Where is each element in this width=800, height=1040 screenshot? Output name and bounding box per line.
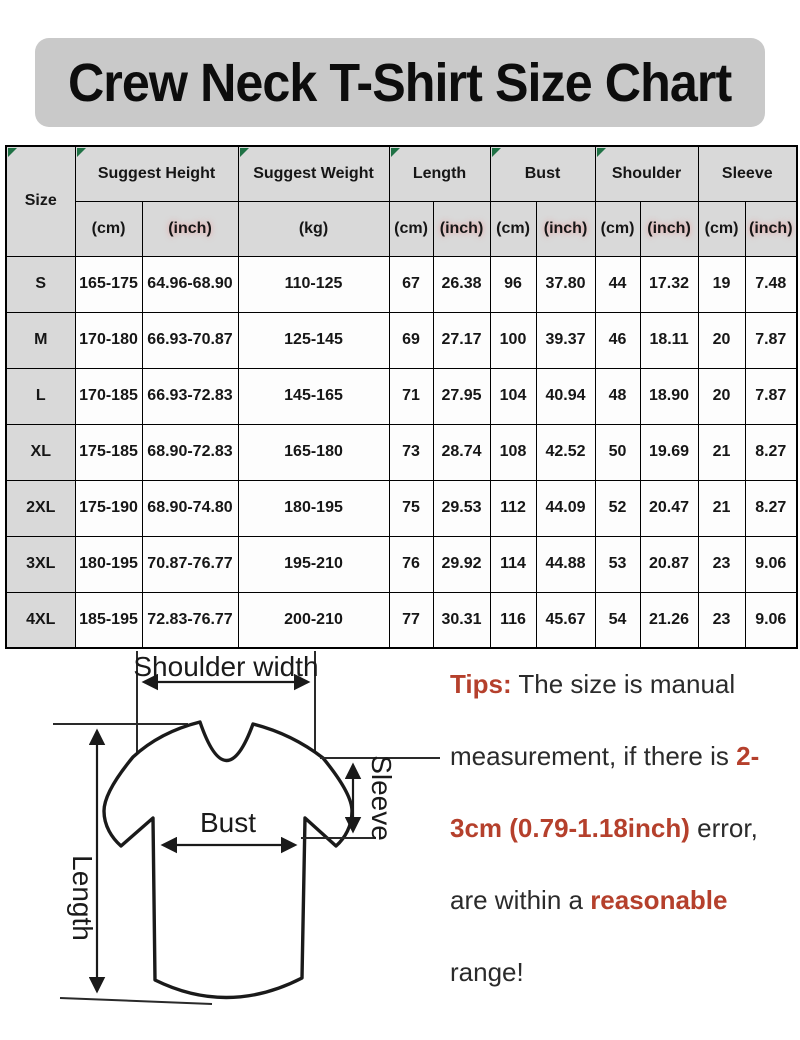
table-cell: 175-190 (75, 480, 142, 536)
size-cell: 2XL (6, 480, 75, 536)
tips-line: range! (450, 957, 524, 987)
table-cell: 9.06 (745, 536, 797, 592)
size-cell: S (6, 256, 75, 312)
page-title: Crew Neck T-Shirt Size Chart (68, 52, 732, 113)
unit-shoulder-inch: (inch) (640, 201, 698, 256)
column-header-shoulder: Shoulder (595, 146, 698, 201)
table-cell: 20.47 (640, 480, 698, 536)
unit-sleeve-cm: (cm) (698, 201, 745, 256)
table-cell: 100 (490, 312, 536, 368)
unit-length-inch: (inch) (433, 201, 490, 256)
table-cell: 69 (389, 312, 433, 368)
table-cell: 50 (595, 424, 640, 480)
table-cell: 20 (698, 312, 745, 368)
tips-emphasis: 2- (736, 741, 760, 771)
size-chart-table (5, 145, 798, 649)
table-cell: 66.93-72.83 (142, 368, 238, 424)
table-cell: 7.48 (745, 256, 797, 312)
table-cell: 185-195 (75, 592, 142, 648)
title-banner (35, 38, 765, 127)
table-row (6, 592, 797, 648)
table-cell: 70.87-76.77 (142, 536, 238, 592)
sleeve-label: Sleeve (366, 755, 397, 841)
table-cell: 19.69 (640, 424, 698, 480)
table-cell: 75 (389, 480, 433, 536)
column-header-length: Length (389, 146, 490, 201)
table-cell: 29.92 (433, 536, 490, 592)
table-row (6, 536, 797, 592)
table-cell: 73 (389, 424, 433, 480)
header-row-units (6, 201, 797, 256)
table-row (6, 368, 797, 424)
table-cell: 28.74 (433, 424, 490, 480)
tips-line: measurement, if there is 2- (450, 741, 760, 771)
table-cell: 54 (595, 592, 640, 648)
table-cell: 77 (389, 592, 433, 648)
table-cell: 200-210 (238, 592, 389, 648)
table-cell: 20 (698, 368, 745, 424)
table-cell: 26.38 (433, 256, 490, 312)
tips-emphasis: Tips: (450, 669, 512, 699)
column-header-bust: Bust (490, 146, 595, 201)
table-cell: 125-145 (238, 312, 389, 368)
size-cell: L (6, 368, 75, 424)
table-cell: 67 (389, 256, 433, 312)
table-cell: 7.87 (745, 368, 797, 424)
table-cell: 18.90 (640, 368, 698, 424)
table-cell: 30.31 (433, 592, 490, 648)
tips-line: 3cm (0.79-1.18inch) error, (450, 813, 758, 843)
table-cell: 21 (698, 480, 745, 536)
table-cell: 64.96-68.90 (142, 256, 238, 312)
table-cell: 46 (595, 312, 640, 368)
table-cell: 45.67 (536, 592, 595, 648)
table-cell: 21 (698, 424, 745, 480)
table-cell: 114 (490, 536, 536, 592)
table-cell: 108 (490, 424, 536, 480)
length-label: Length (67, 855, 98, 941)
length-ref-line-bottom (60, 998, 212, 1004)
table-cell: 66.93-70.87 (142, 312, 238, 368)
table-cell: 48 (595, 368, 640, 424)
table-cell: 116 (490, 592, 536, 648)
table-cell: 27.95 (433, 368, 490, 424)
table-cell: 68.90-74.80 (142, 480, 238, 536)
table-cell: 44.88 (536, 536, 595, 592)
table-cell: 44.09 (536, 480, 595, 536)
tips-note (450, 648, 795, 1008)
table-row (6, 312, 797, 368)
bust-label: Bust (199, 807, 257, 838)
table-cell: 9.06 (745, 592, 797, 648)
table-cell: 52 (595, 480, 640, 536)
table-cell: 23 (698, 536, 745, 592)
table-cell: 71 (389, 368, 433, 424)
unit-length-cm: (cm) (389, 201, 433, 256)
table-cell: 195-210 (238, 536, 389, 592)
table-cell: 72.83-76.77 (142, 592, 238, 648)
table-cell: 29.53 (433, 480, 490, 536)
table-cell: 17.32 (640, 256, 698, 312)
table-row (6, 480, 797, 536)
size-cell: 4XL (6, 592, 75, 648)
tshirt-outline (104, 722, 352, 998)
table-cell: 145-165 (238, 368, 389, 424)
size-cell: M (6, 312, 75, 368)
table-cell: 165-175 (75, 256, 142, 312)
table-cell: 170-185 (75, 368, 142, 424)
column-header-size: Size (6, 146, 75, 256)
table-cell: 40.94 (536, 368, 595, 424)
table-cell: 104 (490, 368, 536, 424)
unit-sleeve-inch: (inch) (745, 201, 797, 256)
column-header-sleeve: Sleeve (698, 146, 797, 201)
table-cell: 170-180 (75, 312, 142, 368)
table-cell: 44 (595, 256, 640, 312)
table-cell: 180-195 (238, 480, 389, 536)
tips-emphasis: reasonable (590, 885, 728, 915)
table-cell: 165-180 (238, 424, 389, 480)
column-header-suggest-height: Suggest Height (75, 146, 238, 201)
table-cell: 37.80 (536, 256, 595, 312)
unit-bust-cm: (cm) (490, 201, 536, 256)
table-cell: 96 (490, 256, 536, 312)
unit-height-inch: (inch) (142, 201, 238, 256)
header-row-groups (6, 146, 797, 201)
unit-shoulder-cm: (cm) (595, 201, 640, 256)
column-header-suggest-weight: Suggest Weight (238, 146, 389, 201)
table-cell: 21.26 (640, 592, 698, 648)
unit-bust-inch: (inch) (536, 201, 595, 256)
tshirt-measurement-diagram (20, 648, 450, 1040)
size-cell: 3XL (6, 536, 75, 592)
table-cell: 112 (490, 480, 536, 536)
table-cell: 19 (698, 256, 745, 312)
table-cell: 8.27 (745, 424, 797, 480)
table-cell: 18.11 (640, 312, 698, 368)
table-cell: 20.87 (640, 536, 698, 592)
table-cell: 175-185 (75, 424, 142, 480)
table-cell: 23 (698, 592, 745, 648)
unit-weight-kg: (kg) (238, 201, 389, 256)
table-cell: 53 (595, 536, 640, 592)
tips-line: are within a reasonable (450, 885, 728, 915)
table-cell: 76 (389, 536, 433, 592)
table-row (6, 424, 797, 480)
table-cell: 68.90-72.83 (142, 424, 238, 480)
table-cell: 39.37 (536, 312, 595, 368)
table-cell: 27.17 (433, 312, 490, 368)
table-cell: 110-125 (238, 256, 389, 312)
shoulder-width-label: Shoulder width (133, 651, 319, 682)
unit-height-cm: (cm) (75, 201, 142, 256)
table-row (6, 256, 797, 312)
size-cell: XL (6, 424, 75, 480)
table-cell: 7.87 (745, 312, 797, 368)
tips-emphasis: 3cm (0.79-1.18inch) (450, 813, 690, 843)
table-cell: 8.27 (745, 480, 797, 536)
table-cell: 180-195 (75, 536, 142, 592)
table-cell: 42.52 (536, 424, 595, 480)
tips-line: Tips: The size is manual (450, 669, 736, 699)
